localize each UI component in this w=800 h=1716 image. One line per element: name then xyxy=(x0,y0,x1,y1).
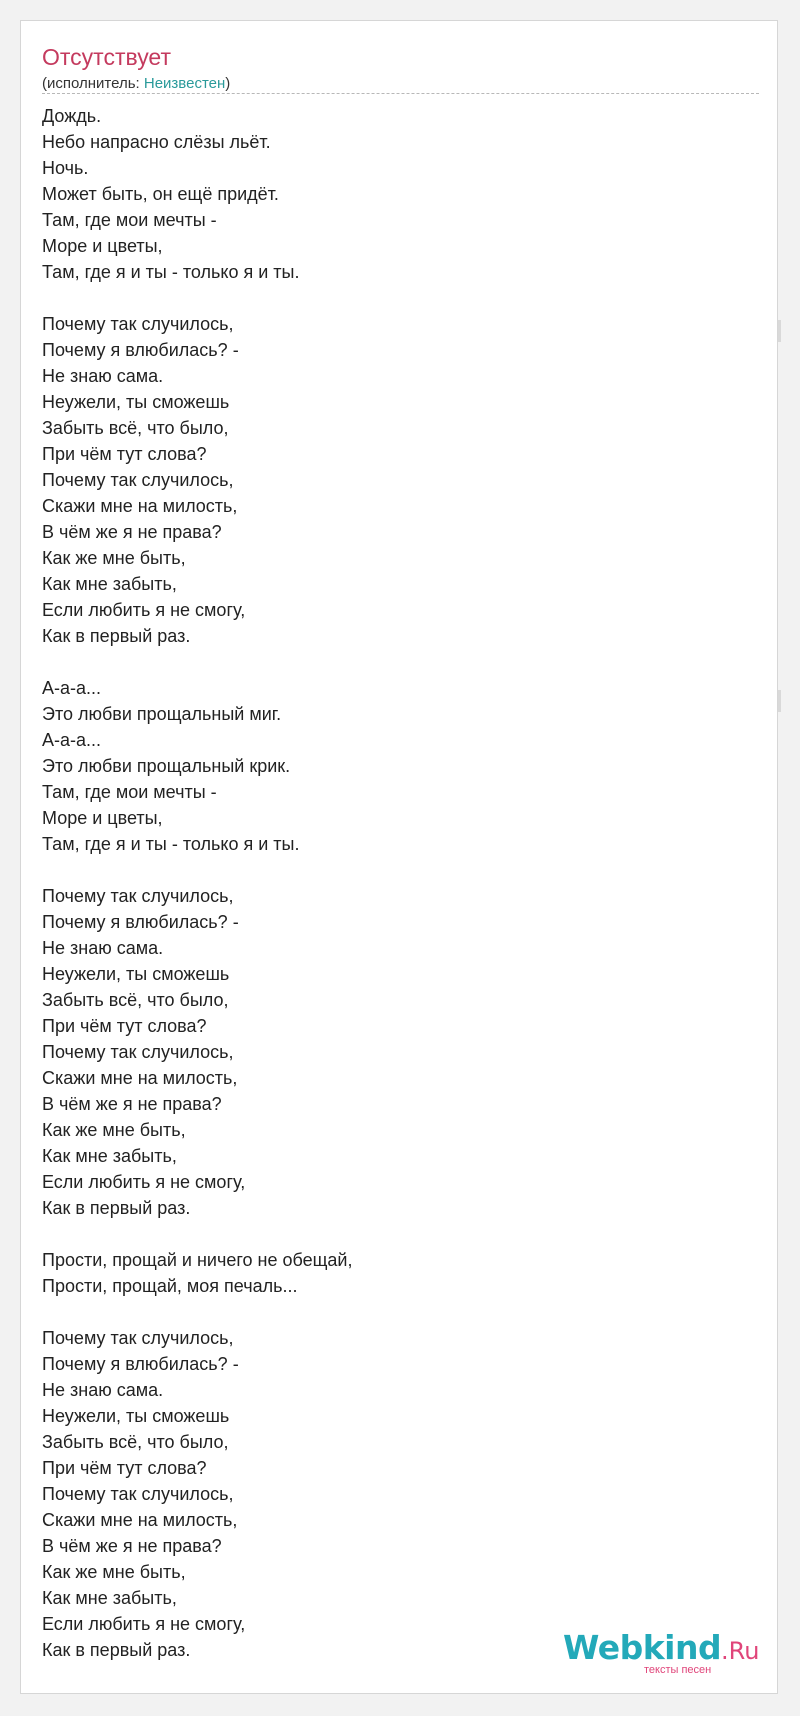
lyric-line: Забыть всё, что было, xyxy=(42,418,229,438)
lyric-line: Почему так случилось, xyxy=(42,1042,234,1062)
lyric-line: Как же мне быть, xyxy=(42,1562,186,1582)
scroll-tick xyxy=(778,690,781,712)
lyric-line: Забыть всё, что было, xyxy=(42,990,229,1010)
lyric-line: Не знаю сама. xyxy=(42,366,164,386)
artist-link[interactable]: Неизвестен xyxy=(143,75,226,92)
lyric-line: Это любви прощальный миг. xyxy=(42,704,282,724)
title-divider xyxy=(42,93,759,94)
lyric-line xyxy=(42,285,352,311)
lyric-line: Там, где я и ты - только я и ты. xyxy=(42,262,300,282)
logo-word: Webkind xyxy=(563,1628,722,1667)
lyric-line: Прости, прощай, моя печаль... xyxy=(42,1276,298,1296)
lyric-line: Небо напрасно слёзы льёт. xyxy=(42,132,271,152)
lyric-line: Как мне забыть, xyxy=(42,1588,177,1608)
lyric-line: Как в первый раз. xyxy=(42,626,191,646)
lyric-line: Почему я влюбилась? - xyxy=(42,912,239,932)
lyric-line: Там, где мои мечты - xyxy=(42,210,217,230)
lyric-line: Почему так случилось, xyxy=(42,470,234,490)
lyric-line: Почему я влюбилась? - xyxy=(42,340,239,360)
lyric-line: Как же мне быть, xyxy=(42,548,186,568)
lyric-line: Скажи мне на милость, xyxy=(42,1068,238,1088)
logo-tld: .Ru xyxy=(721,1637,760,1665)
lyric-line: Ночь. xyxy=(42,158,89,178)
lyric-line: Забыть всё, что было, xyxy=(42,1432,229,1452)
lyric-line: При чём тут слова? xyxy=(42,444,207,464)
lyric-line: Не знаю сама. xyxy=(42,938,164,958)
lyric-line xyxy=(42,1221,352,1247)
lyric-line: Там, где мои мечты - xyxy=(42,782,217,802)
lyric-line: А-а-а... xyxy=(42,678,102,698)
lyrics-card xyxy=(20,20,778,1694)
webkind-logo[interactable] xyxy=(563,1628,760,1678)
lyrics-text xyxy=(42,103,352,1663)
lyric-line: Если любить я не смогу, xyxy=(42,600,246,620)
lyric-line: Море и цветы, xyxy=(42,236,163,256)
lyric-line xyxy=(42,1299,352,1325)
artist-line xyxy=(42,75,230,92)
lyric-line: При чём тут слова? xyxy=(42,1458,207,1478)
lyric-line: В чём же я не права? xyxy=(42,522,222,542)
lyric-line: Скажи мне на милость, xyxy=(42,496,238,516)
lyric-line: Скажи мне на милость, xyxy=(42,1510,238,1530)
lyric-line: Как же мне быть, xyxy=(42,1120,186,1140)
lyric-line: Как в первый раз. xyxy=(42,1198,191,1218)
lyric-line: Почему так случилось, xyxy=(42,314,234,334)
lyric-line: Как мне забыть, xyxy=(42,574,177,594)
lyric-line: Не знаю сама. xyxy=(42,1380,164,1400)
lyric-line: Почему я влюбилась? - xyxy=(42,1354,239,1374)
lyric-line: В чём же я не права? xyxy=(42,1536,222,1556)
lyric-line: Это любви прощальный крик. xyxy=(42,756,291,776)
artist-suffix: ) xyxy=(225,75,231,92)
scroll-tick xyxy=(778,320,781,342)
lyric-line: Дождь. xyxy=(42,106,102,126)
lyric-line: Почему так случилось, xyxy=(42,886,234,906)
lyric-line: Море и цветы, xyxy=(42,808,163,828)
lyric-line: Почему так случилось, xyxy=(42,1484,234,1504)
lyric-line: В чём же я не права? xyxy=(42,1094,222,1114)
lyric-line: Может быть, он ещё придёт. xyxy=(42,184,279,204)
lyric-line xyxy=(42,649,352,675)
lyric-line: Неужели, ты сможешь xyxy=(42,964,230,984)
artist-prefix: (исполнитель: xyxy=(42,75,144,92)
lyric-line xyxy=(42,857,352,883)
logo-tagline: тексты песен xyxy=(644,1664,712,1676)
lyric-line: При чём тут слова? xyxy=(42,1016,207,1036)
lyric-line: А-а-а... xyxy=(42,730,102,750)
lyric-line: Как в первый раз. xyxy=(42,1640,191,1660)
lyric-line: Если любить я не смогу, xyxy=(42,1614,246,1634)
lyric-line: Неужели, ты сможешь xyxy=(42,1406,230,1426)
song-title: Отсутствует xyxy=(42,44,171,70)
lyric-line: Почему так случилось, xyxy=(42,1328,234,1348)
lyric-line: Если любить я не смогу, xyxy=(42,1172,246,1192)
lyric-line: Как мне забыть, xyxy=(42,1146,177,1166)
lyric-line: Прости, прощай и ничего не обещай, xyxy=(42,1250,353,1270)
lyric-line: Там, где я и ты - только я и ты. xyxy=(42,834,300,854)
lyric-line: Неужели, ты сможешь xyxy=(42,392,230,412)
